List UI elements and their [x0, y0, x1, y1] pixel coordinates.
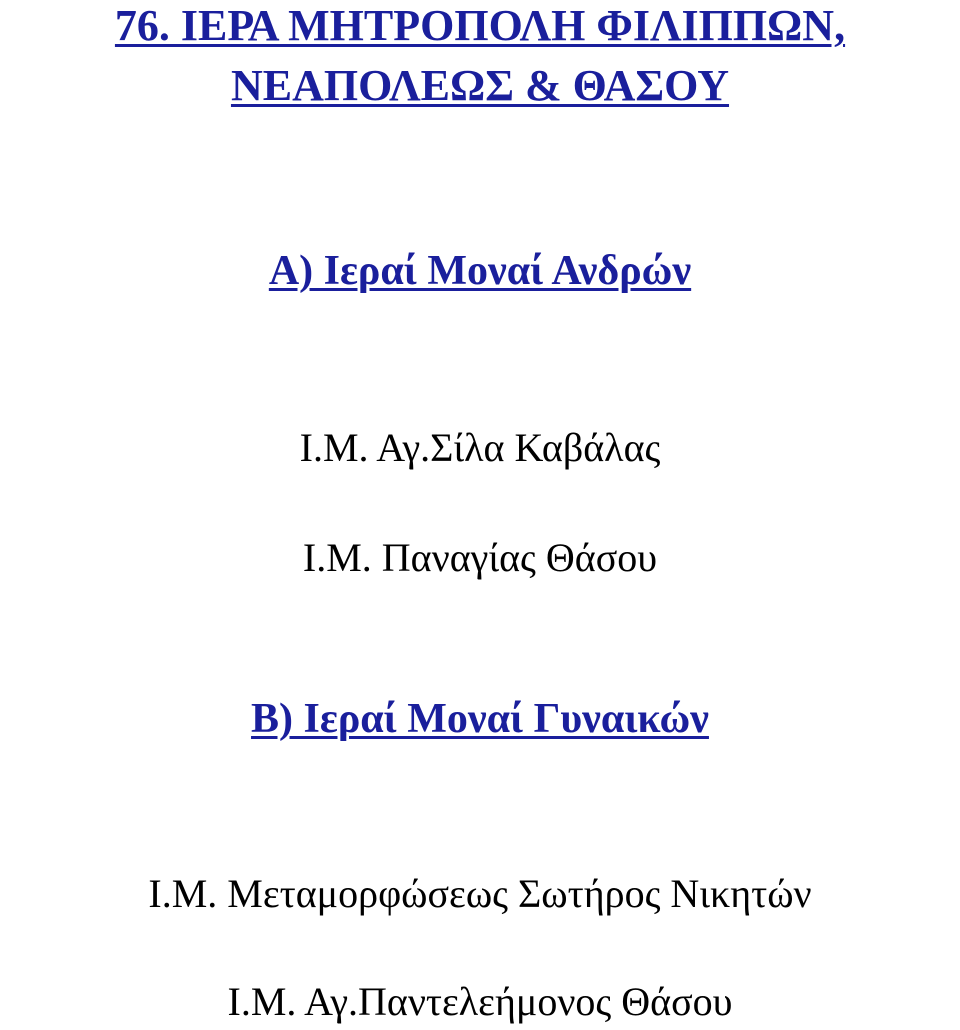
section-heading-men-monasteries: Α) Ιεραί Μοναί Ανδρών	[268, 248, 692, 294]
list-item-monastery: Ι.Μ. Αγ.Σίλα Καβάλας	[299, 425, 661, 470]
list-item-monastery: Ι.Μ. Μεταμορφώσεως Σωτήρος Νικητών	[148, 871, 812, 916]
list-item-monastery: Ι.Μ. Αγ.Παντελεήμονος Θάσου	[227, 979, 733, 1024]
document-title-line-2: ΝΕΑΠΟΛΕΩΣ & ΘΑΣΟΥ	[230, 61, 730, 110]
document-title-line-1: 76. ΙΕΡΑ ΜΗΤΡΟΠΟΛΗ ΦΙΛΙΠΠΩΝ,	[114, 1, 846, 50]
list-item-monastery: Ι.Μ. Παναγίας Θάσου	[302, 535, 658, 580]
section-heading-women-monasteries: Β) Ιεραί Μοναί Γυναικών	[251, 696, 709, 742]
